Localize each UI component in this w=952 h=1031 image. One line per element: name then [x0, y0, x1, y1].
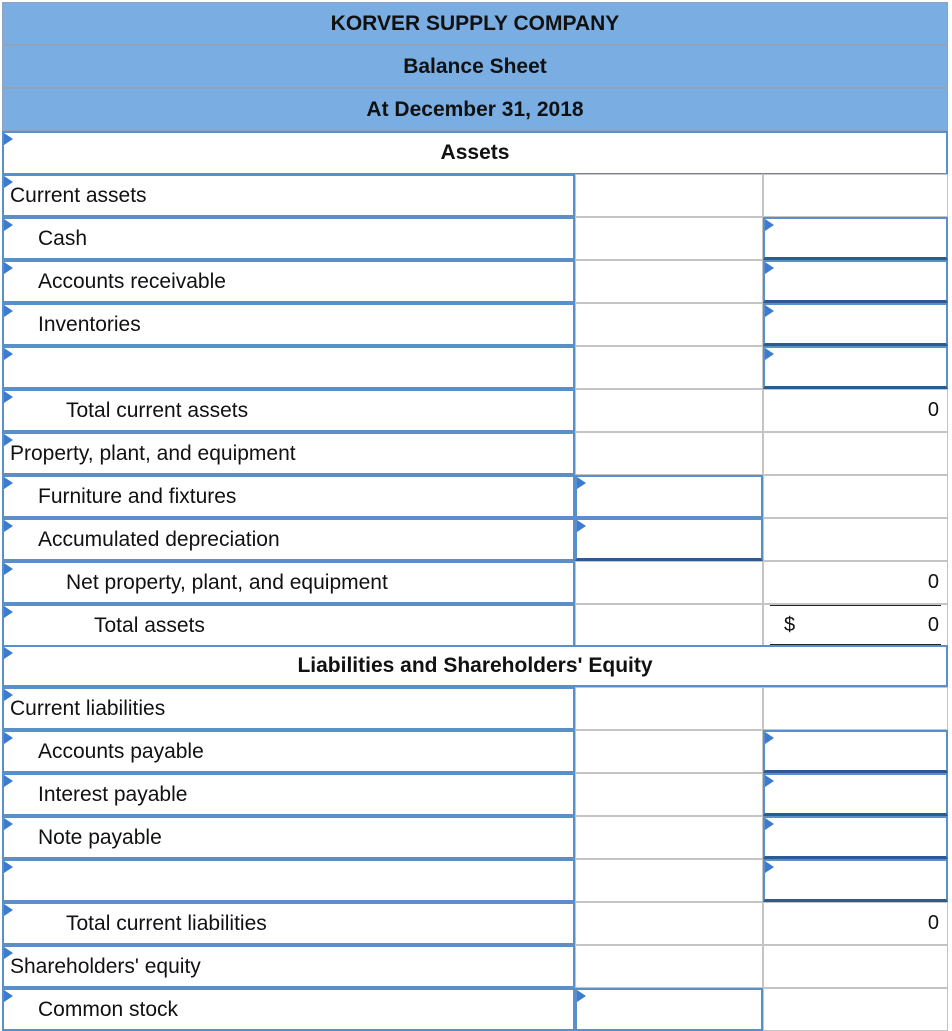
input-flag-icon [4, 563, 13, 575]
note-payable-input[interactable] [763, 816, 948, 859]
input-flag-icon [4, 732, 13, 744]
input-flag-icon [4, 861, 13, 873]
row-label: Common stock [38, 998, 179, 1021]
amount-cell [575, 432, 763, 475]
amount-cell [575, 174, 763, 217]
extra-asset-input[interactable] [763, 346, 948, 389]
liabilities-section-header [2, 645, 948, 687]
accounts-receivable-input[interactable] [763, 260, 948, 303]
amount-cell [575, 816, 763, 859]
input-flag-icon [4, 520, 13, 532]
row-label: Cash [38, 227, 88, 250]
total-cell [763, 687, 948, 730]
total-cell [763, 174, 948, 217]
total-cell [763, 432, 948, 475]
inventories-input[interactable] [763, 303, 948, 346]
label-cell[interactable] [2, 174, 575, 217]
input-flag-icon [765, 732, 774, 744]
row-label: Current assets [10, 184, 147, 207]
table-row [0, 432, 952, 475]
total-cell [763, 518, 948, 561]
row-label: Interest payable [38, 783, 188, 806]
label-cell[interactable] [2, 346, 575, 389]
label-cell[interactable] [2, 604, 575, 647]
input-flag-icon [4, 647, 13, 659]
extra-liability-input[interactable] [763, 859, 948, 902]
input-flag-icon [4, 606, 13, 618]
table-row [0, 475, 952, 518]
row-label: Accumulated depreciation [38, 528, 280, 551]
input-flag-icon [577, 477, 586, 489]
input-flag-icon [4, 904, 13, 916]
total-current-assets-value [763, 389, 948, 432]
amount-cell [575, 687, 763, 730]
total-assets-value [763, 604, 948, 647]
amount-cell [575, 303, 763, 346]
table-row [0, 518, 952, 561]
label-cell[interactable] [2, 518, 575, 561]
input-flag-icon [4, 262, 13, 274]
table-row [0, 604, 952, 647]
row-label: Total current assets [66, 399, 249, 422]
input-flag-icon [765, 861, 774, 873]
label-cell[interactable] [2, 432, 575, 475]
label-cell[interactable] [2, 389, 575, 432]
input-flag-icon [765, 818, 774, 830]
table-row [0, 902, 952, 945]
amount-cell [575, 389, 763, 432]
label-cell[interactable] [2, 859, 575, 902]
table-row [0, 346, 952, 389]
amount-cell [575, 561, 763, 604]
row-label: Current liabilities [10, 697, 166, 720]
input-flag-icon [4, 775, 13, 787]
accumulated-depreciation-input[interactable] [575, 518, 763, 561]
row-label: Accounts receivable [38, 270, 226, 293]
table-row [0, 945, 952, 988]
table-row [0, 859, 952, 902]
row-label: Total assets [94, 614, 205, 637]
amount-cell [575, 346, 763, 389]
input-flag-icon [4, 305, 13, 317]
total-value: 0 [927, 912, 939, 934]
row-label: Accounts payable [38, 740, 204, 763]
table-row [0, 988, 952, 1031]
assets-section-label: Assets [440, 141, 510, 164]
table-row [0, 217, 952, 260]
label-cell[interactable] [2, 988, 575, 1031]
furniture-fixtures-input[interactable] [575, 475, 763, 518]
input-flag-icon [4, 990, 13, 1002]
input-flag-icon [4, 391, 13, 403]
amount-cell [575, 730, 763, 773]
table-row [0, 174, 952, 217]
input-flag-icon [765, 775, 774, 787]
total-cell [763, 988, 948, 1031]
input-flag-icon [577, 520, 586, 532]
cash-amount-input[interactable] [763, 217, 948, 260]
accounts-payable-input[interactable] [763, 730, 948, 773]
input-flag-icon [765, 262, 774, 274]
table-row [0, 773, 952, 816]
label-cell[interactable] [2, 217, 575, 260]
row-label: Furniture and fixtures [38, 485, 237, 508]
total-cell [763, 475, 948, 518]
table-row [0, 730, 952, 773]
table-row [0, 687, 952, 730]
label-cell[interactable] [2, 730, 575, 773]
input-flag-icon [4, 818, 13, 830]
total-value: 0 [927, 571, 939, 593]
label-cell[interactable] [2, 816, 575, 859]
amount-cell [575, 217, 763, 260]
total-value: 0 [927, 614, 939, 636]
row-label: Net property, plant, and equipment [66, 571, 388, 594]
row-label: Note payable [38, 826, 162, 849]
amount-cell [575, 604, 763, 647]
amount-cell [575, 773, 763, 816]
label-cell[interactable] [2, 561, 575, 604]
currency-symbol: $ [784, 614, 796, 636]
input-flag-icon [765, 219, 774, 231]
interest-payable-input[interactable] [763, 773, 948, 816]
label-cell[interactable] [2, 902, 575, 945]
table-row [0, 816, 952, 859]
label-cell[interactable] [2, 260, 575, 303]
total-value: 0 [927, 399, 939, 421]
row-label: Shareholders' equity [10, 955, 201, 978]
input-flag-icon [4, 133, 13, 145]
amount-cell [575, 945, 763, 988]
company-name-header: KORVER SUPPLY COMPANY [2, 2, 948, 45]
input-flag-icon [4, 219, 13, 231]
label-cell[interactable] [2, 687, 575, 730]
label-cell[interactable] [2, 773, 575, 816]
total-cell [763, 945, 948, 988]
table-row [0, 303, 952, 346]
total-current-liabilities-value [763, 902, 948, 945]
statement-date-header: At December 31, 2018 [2, 88, 948, 131]
input-flag-icon [765, 348, 774, 360]
row-label: Inventories [38, 313, 141, 336]
statement-title-header: Balance Sheet [2, 45, 948, 88]
assets-section-header [2, 131, 948, 175]
input-flag-icon [4, 477, 13, 489]
row-label: Property, plant, and equipment [10, 442, 296, 465]
input-flag-icon [765, 305, 774, 317]
common-stock-input[interactable] [575, 988, 763, 1031]
amount-cell [575, 260, 763, 303]
rule-line [770, 605, 941, 606]
label-cell[interactable] [2, 475, 575, 518]
row-label: Total current liabilities [66, 912, 267, 935]
liabilities-section-label: Liabilities and Shareholders' Equity [297, 654, 653, 677]
label-cell[interactable] [2, 303, 575, 346]
amount-cell [575, 859, 763, 902]
table-row [0, 260, 952, 303]
input-flag-icon [4, 348, 13, 360]
input-flag-icon [577, 990, 586, 1002]
net-ppe-value [763, 561, 948, 604]
label-cell[interactable] [2, 945, 575, 988]
table-row [0, 561, 952, 604]
table-row [0, 389, 952, 432]
amount-cell [575, 902, 763, 945]
